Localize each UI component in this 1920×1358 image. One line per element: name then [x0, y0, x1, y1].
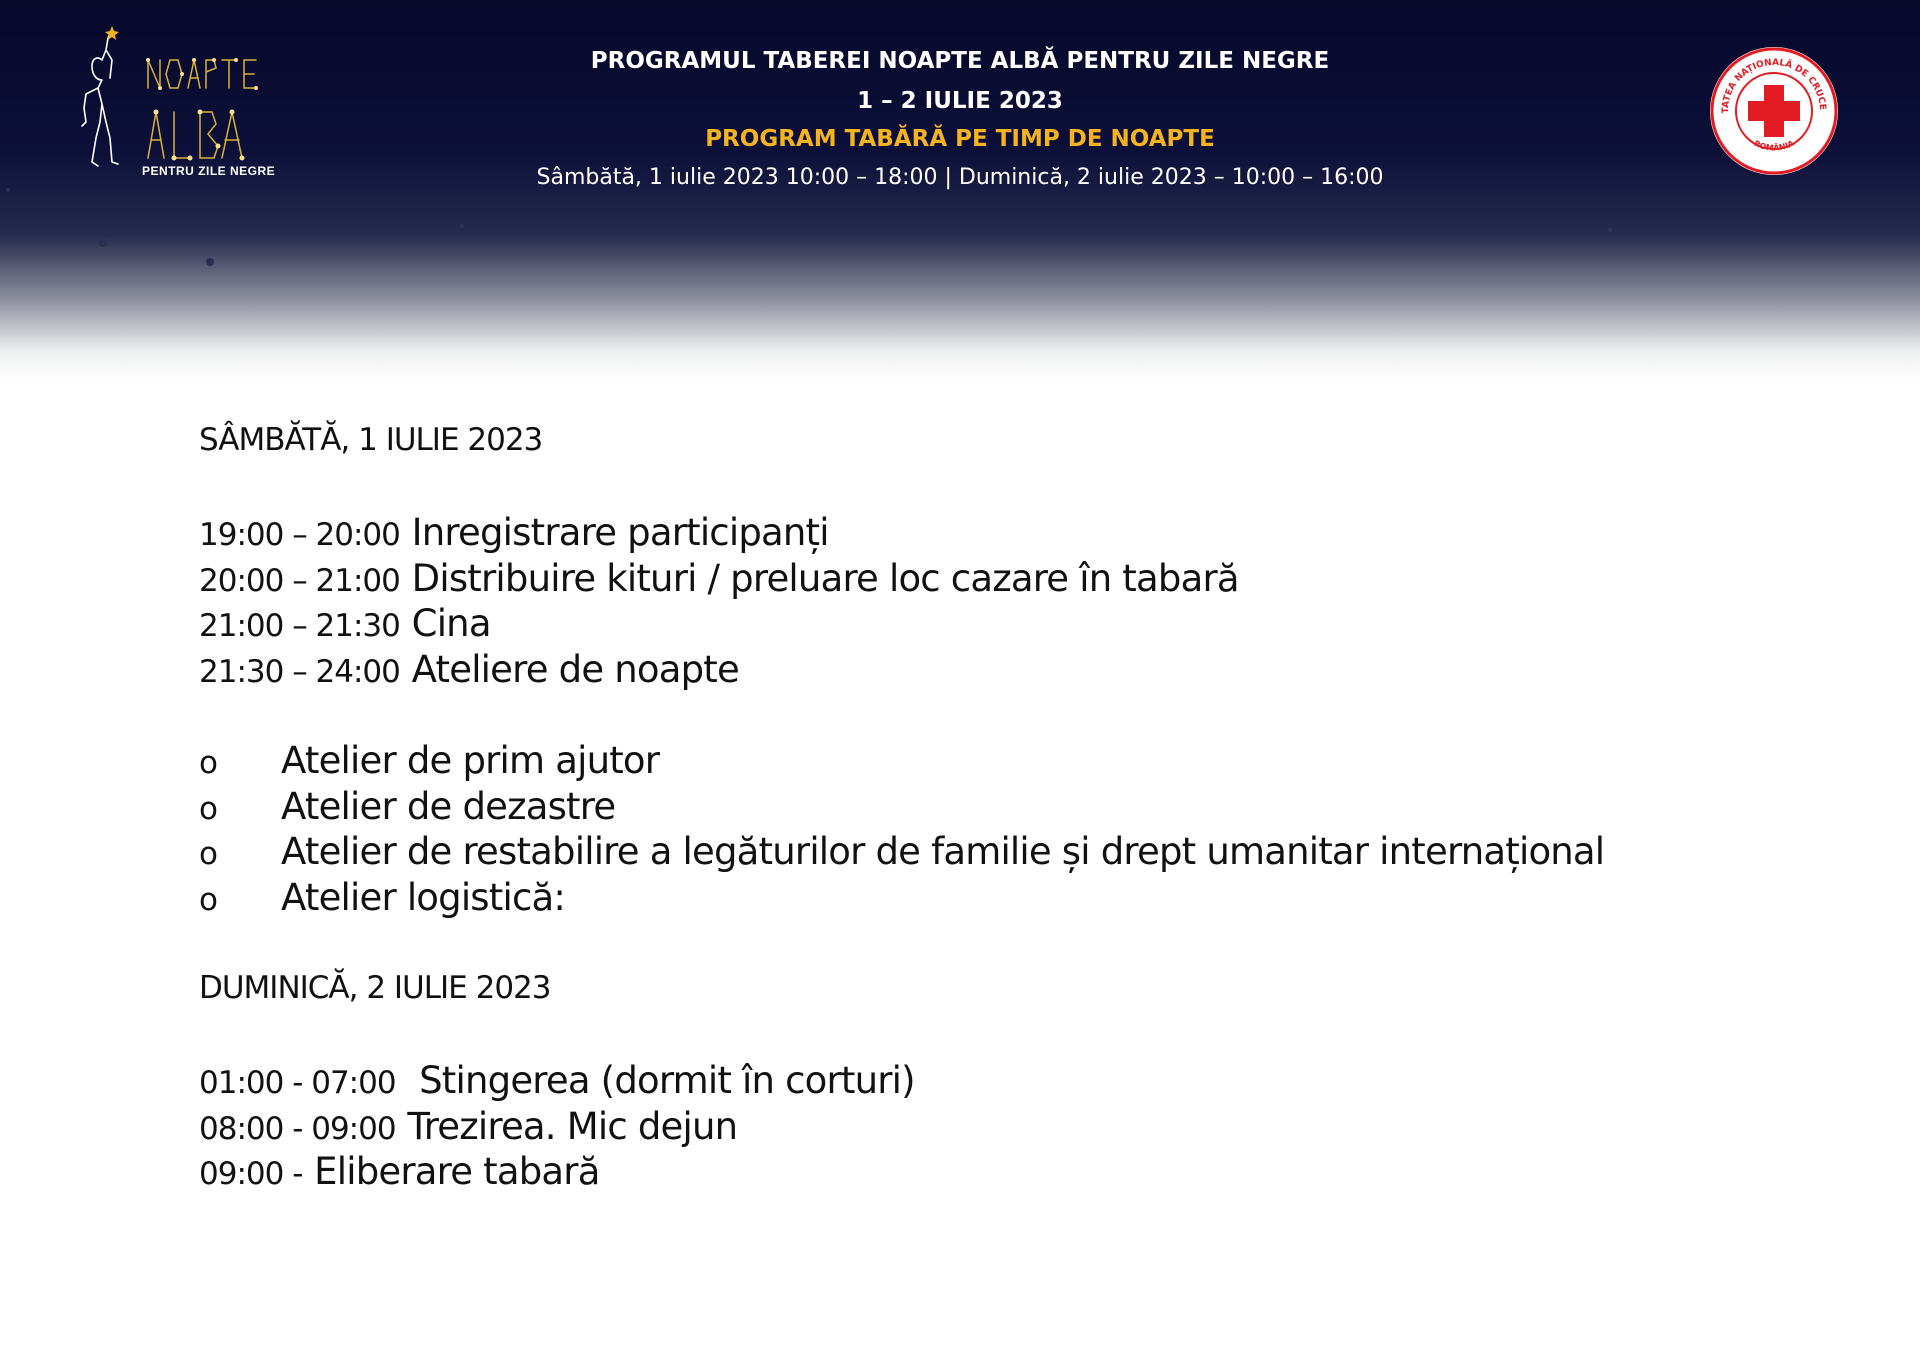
program-subtitle: PROGRAM TABĂRĂ PE TIMP DE NOAPTE [705, 126, 1215, 152]
schedule-time: 19:00 – 20:00 [199, 517, 400, 553]
list-bullet: o [199, 790, 218, 827]
day-heading-sunday: DUMINICĂ, 2 IULIE 2023 [199, 970, 551, 1006]
page-title: PROGRAMUL TABEREI NOAPTE ALBĂ PENTRU ZILE NEGRE [590, 48, 1330, 74]
schedule-activity: Trezirea. Mic dejun [407, 1104, 738, 1148]
schedule-time: 20:00 – 21:00 [199, 562, 400, 599]
workshop-list-item [199, 784, 1819, 830]
workshop-label: Atelier logistică: [281, 875, 566, 919]
list-bullet: o [199, 836, 218, 872]
page-header [0, 0, 1920, 380]
schedule-time: 21:30 – 24:00 [199, 653, 400, 690]
workshop-label: Atelier de restabilire a legăturilor de familie și drept umanitar internațional [281, 830, 1605, 873]
schedule-item [199, 647, 1819, 693]
workshop-list-item [199, 875, 1819, 921]
event-dates: 1 – 2 IULIE 2023 [857, 88, 1063, 114]
red-cross-romania-logo [1708, 45, 1840, 177]
schedule-activity: Ateliere de noapte [411, 647, 739, 691]
list-bullet: o [199, 881, 218, 918]
schedule-item [199, 1149, 1819, 1195]
svg-text:ROMÂNIA: ROMÂNIA [1752, 138, 1796, 153]
svg-text:SOCIETATEA NAȚIONALĂ DE CRUCE: TATEA NAȚIONALĂ DE CRUCE [1720, 57, 1828, 114]
schedule-activity: Stingerea (dormit în corturi) [419, 1059, 915, 1102]
schedule-activity: Eliberare tabară [314, 1150, 600, 1193]
workshop-label: Atelier de dezastre [281, 784, 616, 828]
schedule-item [199, 1104, 1819, 1150]
schedule-time: 21:00 – 21:30 [199, 608, 400, 644]
workshop-list-item [199, 829, 1819, 875]
program-content [199, 418, 1819, 1195]
workshop-label: Atelier de prim ajutor [281, 739, 660, 782]
schedule-activity: Distribuire kituri / preluare loc cazare în tabară [411, 556, 1239, 600]
schedule-item [199, 1058, 1819, 1104]
logo-tagline: PENTRU ZILE NEGRE [142, 164, 276, 178]
schedule-summary: Sâmbătă, 1 iulie 2023 10:00 – 18:00 | Duminică, 2 iulie 2023 – 10:00 – 16:00 [536, 165, 1384, 190]
schedule-activity: Cina [411, 602, 491, 645]
schedule-activity: Inregistrare participanți [411, 511, 829, 554]
schedule-time: 08:00 - 09:00 [199, 1110, 396, 1147]
workshop-list-item [199, 738, 1819, 784]
red-cross-icon [1708, 45, 1840, 177]
schedule-item [199, 556, 1819, 602]
schedule-item [199, 601, 1819, 647]
list-bullet: o [199, 745, 218, 781]
schedule-time: 01:00 - 07:00 [199, 1065, 396, 1101]
schedule-item [199, 510, 1819, 556]
schedule-time: 09:00 - [199, 1156, 303, 1192]
day-heading-saturday: SÂMBĂTĂ, 1 IULIE 2023 [199, 422, 543, 458]
